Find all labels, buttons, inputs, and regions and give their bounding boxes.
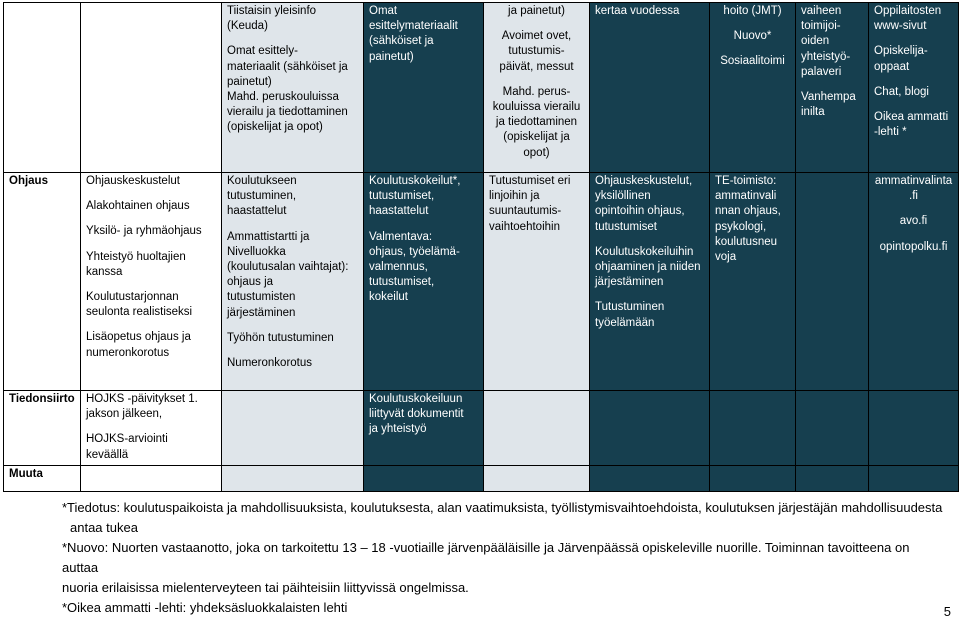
- cell-head-4: [484, 3, 590, 173]
- cell-text: Koulutukseen tutustuminen, haastattelut: [227, 175, 297, 218]
- cell-text: vaiheen toimijoi- oiden yhteistyö- palaveri: [801, 5, 851, 78]
- cell-text: Avoimet ovet, tutustumis- päivät, messut: [499, 30, 574, 73]
- cell-text: Oikea ammatti -lehti *: [874, 111, 949, 139]
- cell-muuta-6: [710, 466, 796, 492]
- cell-text: ammatinvalinta .fi: [874, 175, 953, 203]
- footnote-text: *Tiedotus: koulutuspaikoista ja mahdollisuuksista, koulutuksesta, alan vaatimuksista, työllistymisvaihtoehdoista, koulutuksen järjestäjän mahdollisuudesta: [62, 500, 943, 515]
- cell-text: Yhteistyö huoltajien kanssa: [86, 250, 186, 278]
- cell-tiedonsiirto-3: [364, 391, 484, 466]
- cell-text: Koulutuskokeiluun liittyvät dokumentit ja yhteistyö: [369, 393, 464, 436]
- cell-tiedonsiirto-4: [484, 391, 590, 466]
- footnote-nuovo: [62, 538, 947, 598]
- cell-text: Ohjauskeskustelut, yksilöllinen opintoihin ohjaus, tutustumiset: [595, 175, 693, 233]
- footnote-text: *Oikea ammatti -lehti: yhdeksäsluokkalaisten lehti: [62, 600, 348, 615]
- row-label-head: [4, 3, 81, 173]
- footnote-continuation: nuoria erilaisissa mielenterveyteen tai päihteisiin liittyvissä ongelmissa.: [62, 580, 469, 595]
- cell-head-8: [869, 3, 959, 173]
- cell-ohjaus-3: [364, 173, 484, 391]
- footnote-text: *Nuovo: Nuorten vastaanotto, joka on tarkoitettu 13 – 18 -vuotiaille järvenpääläisille ja Järvenpäässä opiskeleville nuorille. Toiminnan tavoitteena on auttaa: [62, 540, 910, 575]
- cell-tiedonsiirto-1: [81, 391, 222, 466]
- row-label-muuta: Muuta: [4, 466, 81, 492]
- cell-text: Chat, blogi: [874, 85, 929, 98]
- cell-head-2: [222, 3, 364, 173]
- cell-tiedonsiirto-8: [869, 391, 959, 466]
- cell-muuta-7: [796, 466, 869, 492]
- footnotes: [62, 498, 947, 618]
- cell-ohjaus-6: [710, 173, 796, 391]
- cell-text: Alakohtainen ohjaus: [86, 200, 190, 213]
- cell-muuta-3: [364, 466, 484, 492]
- cell-tiedonsiirto-6: [710, 391, 796, 466]
- cell-text: avo.fi: [899, 215, 928, 228]
- cell-text: Nuovo*: [733, 30, 772, 43]
- cell-text: Vanhempa inilta: [801, 91, 856, 119]
- cell-text: Yksilö- ja ryhmäohjaus: [86, 225, 202, 238]
- cell-text: Ohjauskeskustelut: [86, 175, 180, 187]
- cell-text: HOJKS -päivitykset 1. jakson jälkeen,: [86, 393, 198, 421]
- row-label-ohjaus: Ohjaus: [4, 173, 81, 391]
- table-row-tiedonsiirto: [4, 391, 959, 466]
- cell-text: Työhön tutustuminen: [227, 331, 334, 344]
- cell-text: ja painetut): [508, 5, 565, 17]
- cell-text: Mahd. perus- kouluissa vierailu ja tiedottaminen (opiskelijat ja opot): [492, 85, 581, 159]
- cell-muuta-4: [484, 466, 590, 492]
- cell-ohjaus-4: [484, 173, 590, 391]
- cell-text: Opiskelija- oppaat: [874, 45, 928, 73]
- cell-text: Valmentava: ohjaus, työelämä- valmennus, tutustumiset, kokeilut: [369, 230, 460, 304]
- cell-head-3: [364, 3, 484, 173]
- cell-muuta-8: [869, 466, 959, 492]
- cell-muuta-2: [222, 466, 364, 492]
- cell-text: TE-toimisto: ammatinvali nnan ohjaus, psykologi, koulutusneu voja: [715, 175, 781, 264]
- cell-tiedonsiirto-2: [222, 391, 364, 466]
- cell-tiedonsiirto-7: [796, 391, 869, 466]
- cell-head-7: [796, 3, 869, 173]
- cell-text: Oppilaitosten www-sivut: [874, 5, 942, 33]
- cell-text: Tiistaisin yleisinfo (Keuda): [227, 5, 317, 33]
- cell-text: kertaa vuodessa: [595, 5, 680, 17]
- cell-text: Lisäopetus ohjaus ja numeronkorotus: [86, 331, 191, 359]
- table-row-head: [4, 3, 959, 173]
- table-row-ohjaus: [4, 173, 959, 391]
- cell-text: Koulutustarjonnan seulonta realistiseksi: [86, 291, 193, 319]
- cell-text: opintopolku.fi: [879, 240, 948, 253]
- cell-ohjaus-5: [590, 173, 710, 391]
- cell-text: Omat esittely- materiaalit (sähköiset ja painetut) Mahd. peruskouluissa vierailu ja tiedottaminen (opiskelijat ja opot): [227, 45, 348, 134]
- cell-text: hoito (JMT): [723, 5, 782, 17]
- cell-text: Omat esittelymateriaalit (sähköiset ja painetut): [369, 5, 458, 63]
- cell-muuta-5: [590, 466, 710, 492]
- cell-text: Tutustumiset eri linjoihin ja suuntautumis- vaihtoehtoihin: [489, 175, 571, 233]
- cell-ohjaus-8: [869, 173, 959, 391]
- cell-text: HOJKS-arviointi keväällä: [86, 433, 168, 461]
- cell-head-5: [590, 3, 710, 173]
- guidance-table: [3, 2, 959, 492]
- cell-text: Ammattistartti ja Nivelluokka (koulutusalan vaihtajat): ohjaus ja tutustumisten järjestäminen: [227, 230, 349, 319]
- footnote-oikea-ammatti: [62, 598, 947, 618]
- page-number: 5: [943, 604, 951, 619]
- cell-head-1: [81, 3, 222, 173]
- cell-ohjaus-2: [222, 173, 364, 391]
- cell-text: Sosiaalitoimi: [720, 55, 785, 68]
- cell-text: Koulutuskokeilut*, tutustumiset, haastattelut: [369, 175, 461, 218]
- cell-ohjaus-7: [796, 173, 869, 391]
- cell-ohjaus-1: [81, 173, 222, 391]
- table-row-muuta: [4, 466, 959, 492]
- cell-text: Tutustuminen työelämään: [595, 301, 665, 329]
- footnote-continuation: antaa tukea: [70, 520, 138, 535]
- row-label-tiedonsiirto: Tiedonsiirto: [4, 391, 81, 466]
- cell-muuta-1: [81, 466, 222, 492]
- cell-text: Koulutuskokeiluihin ohjaaminen ja niiden järjestäminen: [595, 245, 701, 289]
- cell-tiedonsiirto-5: [590, 391, 710, 466]
- cell-text: Numeronkorotus: [227, 357, 313, 370]
- cell-head-6: [710, 3, 796, 173]
- footnote-tiedotus: [62, 498, 947, 538]
